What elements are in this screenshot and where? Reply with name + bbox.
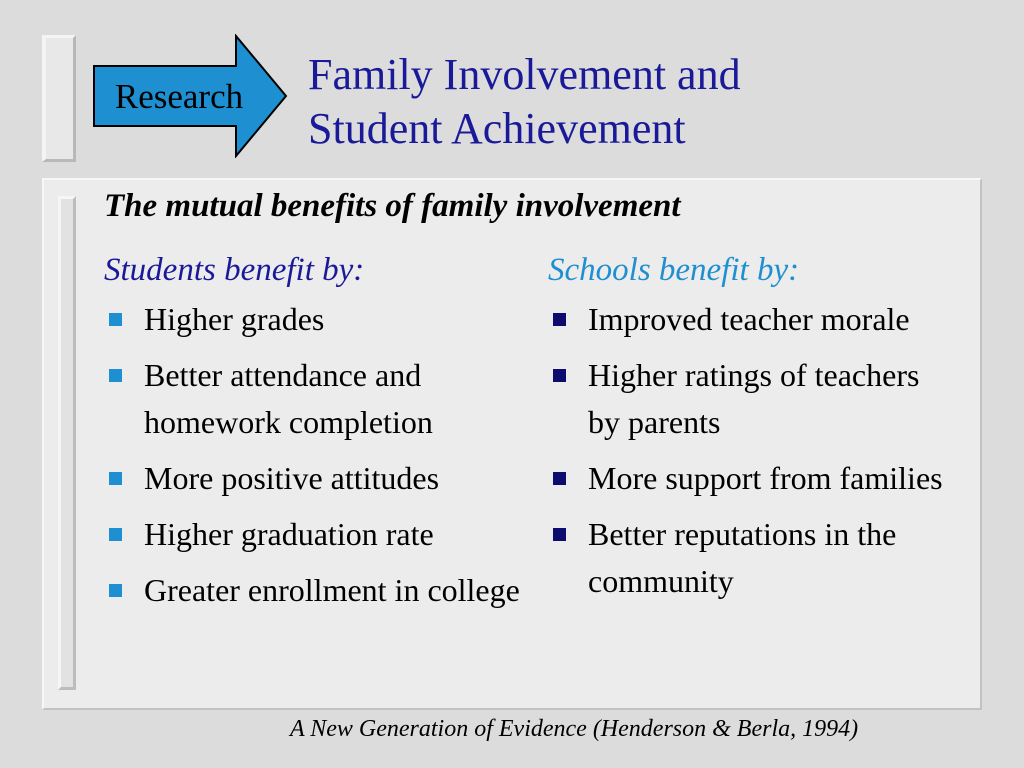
list-item-text: Better reputations in the community [588,516,897,599]
list-item [104,511,524,558]
square-bullet-icon [109,313,122,326]
list-item-text: More support from families [588,460,943,496]
list-item [548,511,948,605]
schools-heading: Schools benefit by: [548,252,800,288]
square-bullet-icon [553,528,566,541]
list-item [104,296,524,343]
list-item-text: Greater enrollment in college [144,572,520,608]
list-item-text: Higher grades [144,301,325,337]
list-item-text: Better attendance and homework completion [144,357,433,440]
list-item-text: Higher ratings of teachers by parents [588,357,920,440]
students-column [104,250,524,623]
list-item-text: Higher graduation rate [144,516,434,552]
students-heading: Students benefit by: [104,252,365,288]
research-badge-label: Research [114,77,244,116]
list-item [548,296,948,343]
list-item-text: More positive attitudes [144,460,440,496]
square-bullet-icon [109,528,122,541]
square-bullet-icon [553,369,566,382]
list-item [104,352,524,446]
schools-column [548,250,948,614]
square-bullet-icon [109,369,122,382]
list-item [548,455,948,502]
square-bullet-icon [109,472,122,485]
students-list [104,296,524,614]
citation: A New Generation of Evidence (Henderson & Berla, 1994) [290,716,859,742]
section-subtitle: The mutual benefits of family involvement [104,188,681,224]
decorative-inner-bar [58,196,76,690]
decorative-left-bar [42,35,76,162]
page-title [308,48,741,156]
list-item [548,352,948,446]
list-item [104,455,524,502]
square-bullet-icon [553,313,566,326]
square-bullet-icon [553,472,566,485]
title-line-2: Student Achievement [308,104,686,153]
list-item [104,567,524,614]
schools-list [548,296,948,605]
square-bullet-icon [109,584,122,597]
title-line-1: Family Involvement and [308,50,741,99]
list-item-text: Improved teacher morale [588,301,910,337]
